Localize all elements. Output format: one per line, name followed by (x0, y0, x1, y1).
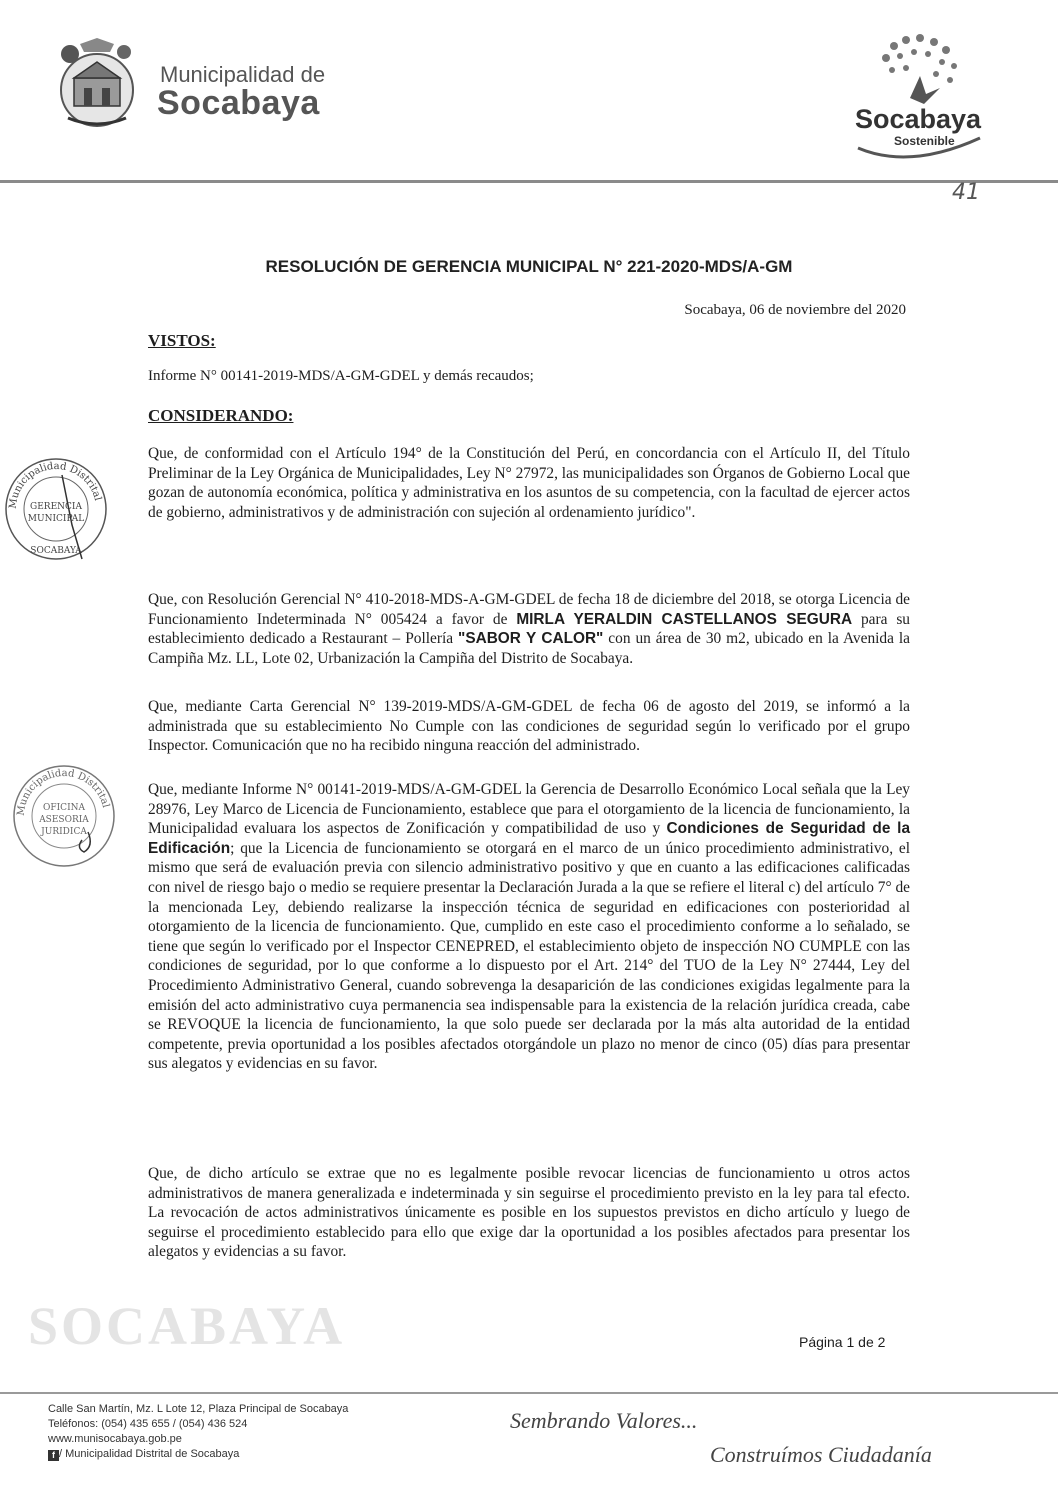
slogan-line-1: Sembrando Valores... (510, 1408, 698, 1433)
facebook-label: / Municipalidad Distrital de Socabaya (59, 1448, 240, 1460)
p2-text-a: Que, con Resolución Gerencial N° 410-2018-MDS-A-GM-GDEL de fecha 18 de diciembre del 2018, se otorga Licencia de Funcionamiento Indeterminada N° 005424 a favor de (148, 591, 910, 628)
socabaya-watermark: SOCABAYA (28, 1296, 346, 1356)
municipality-name-small: Municipalidad de (160, 62, 326, 87)
considerando-paragraph-3: Que, mediante Carta Gerencial N° 139-2019-MDS/A-GM-GDEL de fecha 06 de agosto del 2019, se informó a la administrada que su establecimiento No Cumple con las condiciones de seguridad según lo verificado por el grupo Inspector. Comunicación que no ha recibido ninguna reacción del administrado. (148, 698, 910, 755)
considerando-paragraph-1: Que, de conformidad con el Artículo 194° de la Constitución del Perú, en concordancia con el Artículo II, del Título Preliminar de la Ley Orgánica de Municipalidades, Ley N° 27972, las municipalidades son Órganos de Gobierno Local que gozan de autonomía económica, política y administrativa en los asuntos de su competencia, con la facultad de ejercer actos de gobierno, administrativos y de administración con sujeción al ordenamiento jurídico". (148, 445, 910, 521)
footer-divider (0, 1392, 1058, 1394)
facebook-icon: f (48, 1450, 59, 1461)
seal1-line2: MUNICIPAL (27, 514, 85, 524)
seal1-line1: GERENCIA (30, 502, 82, 512)
footer-phones: Teléfonos: (054) 435 655 / (054) 436 524 (48, 1418, 248, 1430)
footer-address: Calle San Martín, Mz. L Lote 12, Plaza Principal de Socabaya (48, 1403, 349, 1415)
footer-facebook (48, 1448, 239, 1461)
business-name: "SABOR Y CALOR" (458, 630, 604, 648)
municipal-crest-logo (52, 38, 142, 130)
resolution-date: Socabaya, 06 de noviembre del 2020 (684, 302, 906, 318)
footer-website: www.munisocabaya.gob.pe (48, 1433, 182, 1445)
seal1-bottom: SOCABAYA (30, 546, 82, 556)
p4-text-a: Que, mediante Informe N° 00141-2019-MDS/A-GM-GDEL la Gerencia de Desarrollo Económico Local señala que la Ley 28976, Ley Marco de Licencia de Funcionamiento, establece que para el otorgamiento de la licencia de funcionamiento, la Municipalidad evaluara los aspectos de Zonificación y compatibilidad de uso y (148, 781, 910, 838)
header-divider (0, 180, 1058, 183)
considerando-paragraph-4 (148, 780, 910, 1074)
considerando-paragraph-2 (148, 590, 910, 668)
p4-text-b: ; que la Licencia de funcionamiento se otorgará en el marco de un único procedimiento administrativo, el mismo que será de evaluación previa con silencio administrativo positivo y que en cuanto a las edificaciones calificadas con nivel de riesgo bajo o medio se requiere presentar la Declaración Jurada a la que se refiere el literal c) del artículo 7° de la mencionada Ley, debiendo realizarse la inspección técnica de seguridad en edificaciones con posterioridad al otorgamiento de la licencia de funcionamiento. Que, cumplido en este caso el procedimiento conforme a lo señalado, se tiene que según lo verificado por el Inspector CENEPRED, el establecimiento objeto de inspección NO CUMPLE con las condiciones de seguridad, por lo que conforme a lo dispuesto por el Art. 214° del TUO de la Ley N° 27444, Ley del Procedimiento Administrativo General, cuando sobrevenga la desaparición de las condiciones exigidas legalmente para la emisión del acto administrativo cuya permanencia sea indispensable para la existencia de la relación jurídica creada, cabe se REVOQUE la licencia de funcionamiento, la que solo puede ser declarada por la más alta autoridad de la entidad competente, previa oportunidad a los posibles afectados otorgándole un plazo no menor de cinco (05) días para presentar sus alegatos y evidencias en su favor. (148, 839, 910, 1073)
seal1-ring-text: Municipalidad Distrital (7, 460, 104, 510)
vistos-heading: VISTOS: (148, 331, 216, 350)
seal2-line2: ASESORIA (39, 815, 89, 825)
slogan-line-2: Construímos Ciudadanía (710, 1442, 932, 1467)
asesoria-juridica-stamp (10, 762, 118, 870)
handwritten-folio-number: 41 (952, 180, 980, 205)
page-number: Página 1 de 2 (799, 1334, 886, 1350)
p2-text-c: con un área de 30 m2, ubicado en la Avenida la Campiña Mz. LL, Lote 02, Urbanización la Campiña del Distrito de Socabaya. (148, 630, 911, 667)
safety-conditions-bold: Condiciones de Seguridad de la Edificación (148, 820, 911, 857)
p2-text-b: para su establecimiento dedicado a Restaurant – Pollería (148, 610, 911, 648)
seal2-line3: JURIDICA (41, 827, 87, 837)
licensee-name: MIRLA YERALDIN CASTELLANOS SEGURA (516, 610, 853, 628)
seal2-line1: OFICINA (43, 803, 85, 813)
logo-wordmark: Socabaya (855, 104, 982, 134)
gerencia-municipal-stamp (2, 455, 110, 563)
vistos-text: Informe N° 00141-2019-MDS/A-GM-GDEL y demás recaudos; (148, 368, 534, 384)
considerando-paragraph-5: Que, de dicho artículo se extrae que no es legalmente posible revocar licencias de funcionamiento u otros actos administrativos de manera generalizada e indeterminada y sin seguirse el procedimiento previsto en la ley para tal efecto. La revocación de actos administrativos únicamente es posible en los supuestos previstos en dicho artículo y luego de seguirse el procedimiento establecido para ello que exige dar la oportunidad a los posibles afectados para presentar los alegatos y evidencias a su favor. (148, 1165, 910, 1261)
logo-subtitle: Sostenible (894, 134, 955, 148)
considerando-heading: CONSIDERANDO: (148, 406, 294, 425)
municipality-name-big: Socabaya (157, 84, 320, 122)
resolution-title: RESOLUCIÓN DE GERENCIA MUNICIPAL N° 221-2020-MDS/A-GM (265, 257, 793, 276)
seal2-ring-text: Municipalidad Distrital (15, 767, 112, 817)
